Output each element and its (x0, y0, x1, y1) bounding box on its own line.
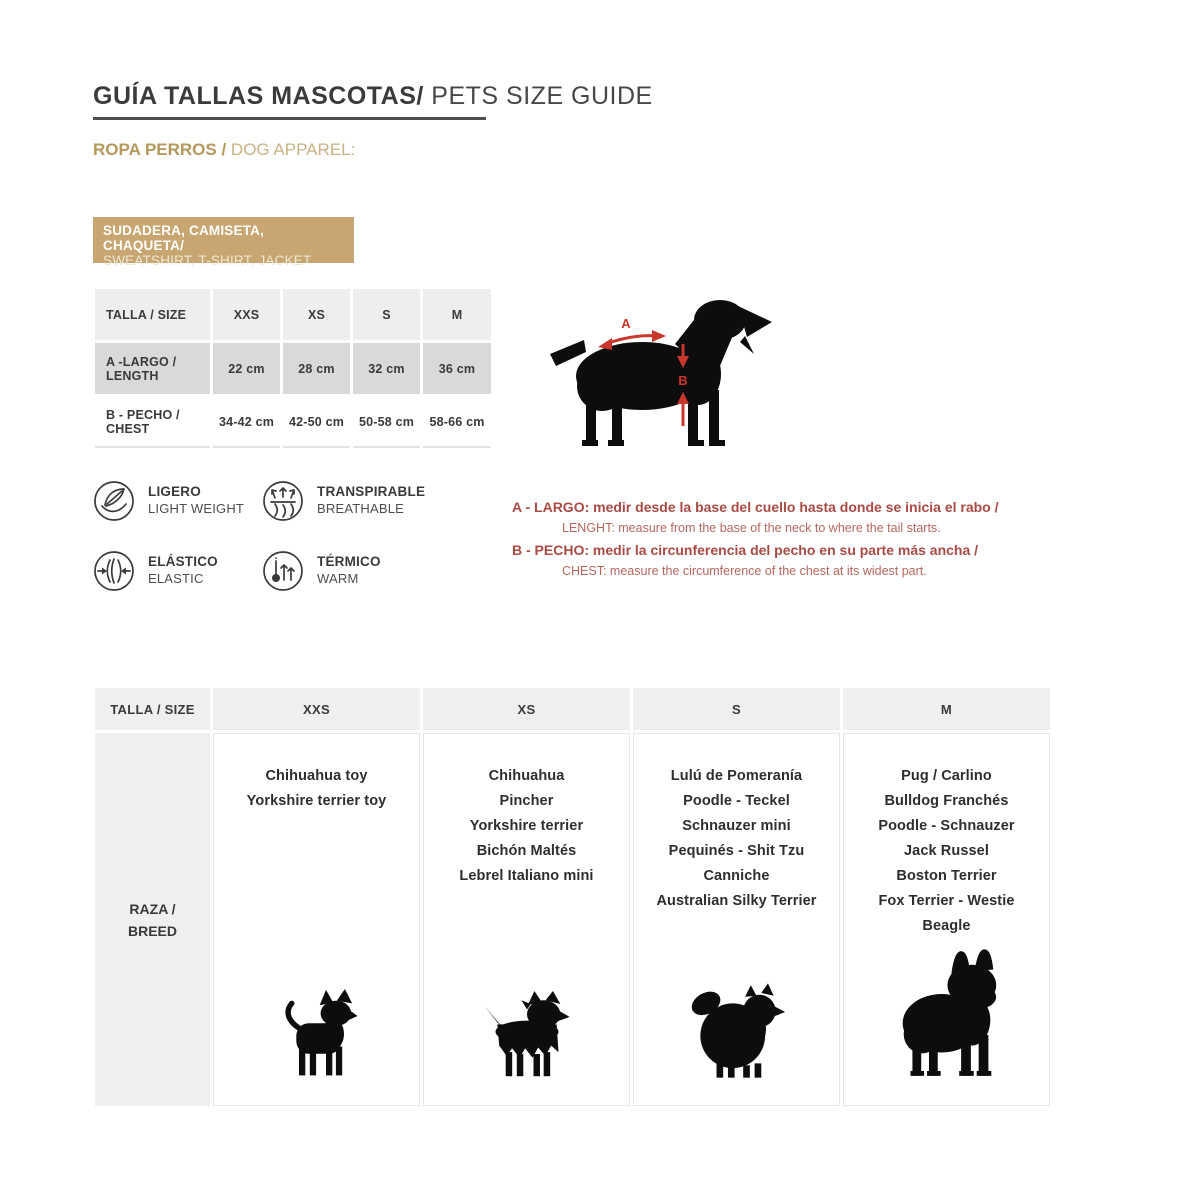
size-table-header-m: M (423, 289, 491, 340)
measure-arrow-b (677, 344, 689, 426)
breed-item: Lulú de Pomeranía (670, 768, 803, 784)
feature-warm-es: TÉRMICO (317, 554, 381, 569)
breed-item: Schnauzer mini (682, 818, 791, 834)
breed-table-header-talla: TALLA / SIZE (95, 688, 210, 730)
feature-lightweight-es: LIGERO (148, 484, 201, 499)
category-banner-en: SWEATSHIRT, T-SHIRT, JACKET (103, 253, 312, 268)
measurement-notes (512, 497, 999, 583)
breed-row-label-es: RAZA / (129, 900, 176, 917)
breed-item: Fox Terrier - Westie (878, 893, 1015, 909)
breathable-icon (262, 480, 304, 522)
breed-item: Beagle (922, 918, 971, 934)
feature-warm (262, 550, 381, 592)
note-largo-es: A - LARGO: medir desde la base del cuello hasta donde se inicia el rabo / (512, 499, 999, 515)
title-underline (93, 117, 486, 120)
chihuahua-silhouette-icon (276, 989, 358, 1079)
note-length-en: LENGHT: measure from the base of the neck to where the tail starts. (562, 521, 941, 535)
elastic-icon (93, 550, 135, 592)
breed-list-xs (459, 764, 593, 889)
breed-item: Lebrel Italiano mini (459, 868, 594, 884)
feature-breathable (262, 480, 425, 522)
breed-cell-xs (423, 733, 630, 1106)
chest-value-s: 50-58 cm (353, 397, 420, 448)
breed-item: Chihuahua toy (265, 768, 368, 784)
breed-item: Pincher (499, 793, 554, 809)
breed-item: Pug / Carlino (901, 768, 992, 784)
size-table-header-s: S (353, 289, 420, 340)
chest-value-xxs: 34-42 cm (213, 397, 280, 448)
chest-value-m: 58-66 cm (423, 397, 491, 448)
breed-table-header-s: S (633, 688, 840, 730)
breed-item: Boston Terrier (896, 868, 997, 884)
note-pecho-es: B - PECHO: medir la circunferencia del pecho en su parte más ancha / (512, 542, 979, 558)
breed-row-label (95, 733, 210, 1106)
feature-breathable-es: TRANSPIRABLE (317, 484, 426, 499)
category-banner (93, 217, 354, 268)
size-table-header-talla: TALLA / SIZE (95, 289, 210, 340)
feature-elastic-en: ELASTIC (148, 571, 204, 586)
pomeranian-silhouette-icon (687, 983, 787, 1079)
breed-item: Chihuahua (488, 768, 565, 784)
breed-cell-m (843, 733, 1050, 1106)
note-chest-en: CHEST: measure the circumference of the chest at its widest part. (562, 564, 927, 578)
breed-list-m (878, 764, 1014, 939)
feature-elastic (93, 550, 218, 592)
breed-item: Australian Silky Terrier (656, 893, 817, 909)
measure-b-label: B (678, 373, 688, 388)
breed-item: Pequinés - Shit Tzu (668, 843, 805, 859)
labrador-silhouette-icon (550, 300, 772, 446)
feature-warm-en: WARM (317, 571, 359, 586)
feather-lightweight-icon (93, 480, 135, 522)
subtitle-en: DOG APPAREL: (226, 140, 356, 159)
breed-table-header-xs: XS (423, 688, 630, 730)
breed-list-xxs (247, 764, 387, 814)
thermometer-warm-icon (262, 550, 304, 592)
length-value-xxs: 22 cm (213, 343, 280, 394)
category-banner-es: SUDADERA, CAMISETA, CHAQUETA/ (103, 223, 265, 253)
breed-item: Poodle - Teckel (683, 793, 790, 809)
breed-item: Canniche (703, 868, 770, 884)
breed-item: Yorkshire terrier toy (246, 793, 387, 809)
breed-table-header-xxs: XXS (213, 688, 420, 730)
size-table-row-length-label: A -LARGO / LENGTH (95, 343, 210, 394)
breed-item: Jack Russel (904, 843, 989, 859)
measure-a-label: A (621, 316, 631, 331)
length-value-xs: 28 cm (283, 343, 350, 394)
breed-cell-s (633, 733, 840, 1106)
feature-breathable-en: BREATHABLE (317, 501, 405, 516)
breed-item: Poodle - Schnauzer (878, 818, 1015, 834)
breed-list-s (656, 764, 816, 914)
breed-item: Bulldog Franchés (884, 793, 1009, 809)
feature-lightweight-en: LIGHT WEIGHT (148, 501, 245, 516)
feature-elastic-es: ELÁSTICO (148, 554, 218, 569)
length-value-m: 36 cm (423, 343, 491, 394)
breed-table-header-m: M (843, 688, 1050, 730)
page-title (93, 82, 653, 111)
subtitle-es: ROPA PERROS / (93, 140, 227, 159)
page-title-es: GUÍA TALLAS MASCOTAS/ (93, 82, 424, 110)
size-table-header-xxs: XXS (213, 289, 280, 340)
length-value-s: 32 cm (353, 343, 420, 394)
breed-table (95, 688, 1050, 1106)
french-bulldog-silhouette-icon (891, 947, 1003, 1079)
measurement-diagram (542, 292, 790, 454)
breed-cell-xxs (213, 733, 420, 1106)
section-subtitle (93, 140, 355, 160)
size-table-header-xs: XS (283, 289, 350, 340)
longhair-chihuahua-silhouette-icon (480, 991, 574, 1079)
chest-value-xs: 42-50 cm (283, 397, 350, 448)
breed-item: Bichón Maltés (476, 843, 577, 859)
breed-row-label-en: BREED (127, 922, 177, 939)
size-table-row-chest-label: B - PECHO / CHEST (95, 397, 210, 448)
feature-lightweight (93, 480, 244, 522)
size-table (95, 289, 491, 448)
page-title-en: PETS SIZE GUIDE (423, 82, 653, 110)
breed-item: Yorkshire terrier (469, 818, 584, 834)
